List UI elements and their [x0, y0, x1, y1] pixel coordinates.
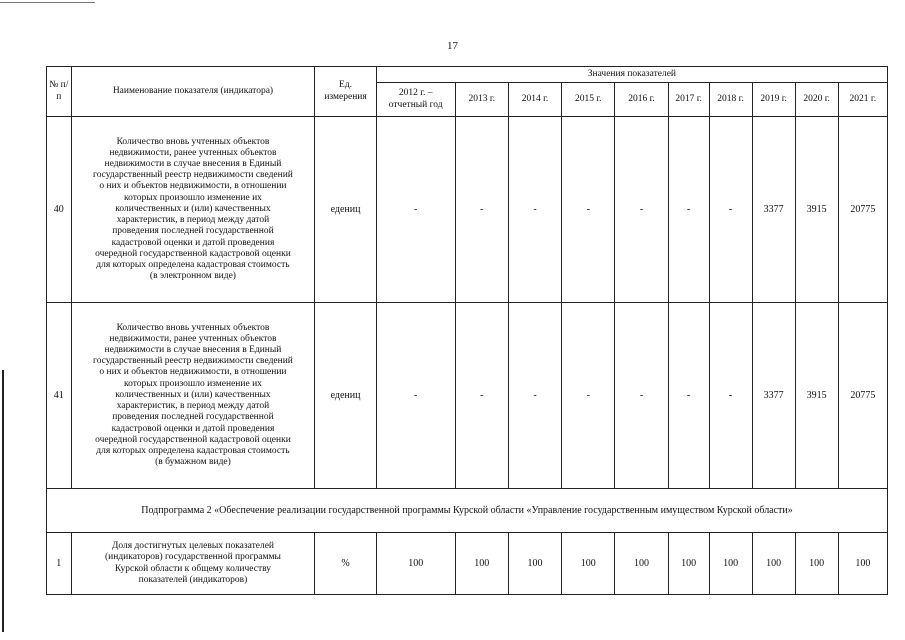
- value-cell: -: [376, 303, 455, 489]
- header-num: № п/п: [47, 67, 72, 117]
- header-year: 2018 г.: [709, 83, 752, 117]
- indicator-name-line: (индикаторов) государственной программы: [104, 552, 281, 563]
- row-number: 41: [47, 303, 72, 489]
- indicator-name-line: Курской области к общему количеству: [114, 563, 272, 574]
- value-cell: 100: [508, 533, 561, 595]
- table-row: [47, 117, 888, 303]
- value-cell: 100: [709, 533, 752, 595]
- value-cell: 100: [795, 533, 838, 595]
- indicator-name-line: о них и объектов недвижимости, в отношении: [99, 181, 287, 192]
- indicator-name-line: количественных и (или) качественных: [115, 203, 271, 214]
- indicator-name-line: Количество вновь учтенных объектов: [116, 136, 270, 147]
- unit-cell: едениц: [315, 117, 376, 303]
- indicator-name-line: кадастровой оценки и датой проведения: [111, 423, 275, 434]
- indicator-name-line: проведения последней государственной: [112, 412, 274, 423]
- value-cell: 100: [668, 533, 709, 595]
- value-cell: 100: [455, 533, 508, 595]
- value-cell: 3915: [795, 117, 838, 303]
- indicator-name-line: проведения последней государственной: [112, 226, 274, 237]
- value-cell: -: [709, 117, 752, 303]
- header-year: 2020 г.: [795, 83, 838, 117]
- header-year: 2012 г. – отчетный год: [376, 83, 455, 117]
- indicator-name-line: недвижимости, ранее учтенных объектов: [109, 147, 277, 158]
- indicator-name-line: для которых определена кадастровая стоимость: [96, 445, 290, 456]
- value-cell: 100: [615, 533, 668, 595]
- header-name: Наименование показателя (индикатора): [71, 67, 315, 117]
- indicator-name: [71, 533, 315, 595]
- value-cell: -: [508, 303, 561, 489]
- indicator-name-line: количественных и (или) качественных: [115, 389, 271, 400]
- indicator-name-line: кадастровой оценки и датой проведения: [111, 237, 275, 248]
- unit-cell: %: [315, 533, 376, 595]
- indicator-name-line: показателей (индикаторов): [138, 574, 248, 585]
- value-cell: 3377: [752, 303, 795, 489]
- value-cell: -: [455, 303, 508, 489]
- value-cell: -: [668, 303, 709, 489]
- subprogram-title: Подпрограмма 2 «Обеспечение реализации государственной программы Курской области «Управление государственным имуществом Курской области»: [47, 489, 888, 533]
- value-cell: -: [508, 117, 561, 303]
- indicator-name-line: характеристик, в период между датой: [116, 401, 270, 412]
- indicator-name-line: недвижимости в случае внесения в Единый: [104, 159, 282, 170]
- value-cell: 20775: [838, 303, 887, 489]
- indicator-name-line: которых произошло изменение их: [123, 378, 262, 389]
- scan-artifact-top: [0, 2, 95, 3]
- value-cell: -: [455, 117, 508, 303]
- value-cell: -: [376, 117, 455, 303]
- indicator-name-line: о них и объектов недвижимости, в отношении: [99, 367, 287, 378]
- indicator-name: [71, 303, 315, 489]
- header-unit: Ед. измерения: [315, 67, 376, 117]
- indicator-name-line: (в бумажном виде): [155, 457, 231, 468]
- row-number: 1: [47, 533, 72, 595]
- unit-cell: едениц: [315, 303, 376, 489]
- header-year: 2016 г.: [615, 83, 668, 117]
- value-cell: -: [709, 303, 752, 489]
- indicator-name-line: которых произошло изменение их: [123, 192, 262, 203]
- indicator-name-line: (в электронном виде): [149, 271, 236, 282]
- header-row-1: [47, 67, 888, 83]
- scan-artifact-left: [2, 370, 4, 632]
- value-cell: 100: [838, 533, 887, 595]
- header-values: Значения показателей: [376, 67, 887, 83]
- indicators-table: [46, 66, 888, 595]
- value-cell: 100: [376, 533, 455, 595]
- indicator-name-line: недвижимости в случае внесения в Единый: [104, 345, 282, 356]
- page-number: 17: [447, 40, 458, 52]
- indicator-name-line: очередной государственной кадастровой оценки: [95, 434, 291, 445]
- header-year: 2019 г.: [752, 83, 795, 117]
- value-cell: 100: [562, 533, 615, 595]
- indicator-name-line: Доля достигнутых целевых показателей: [111, 541, 275, 552]
- subprogram-row: [47, 489, 888, 533]
- header-year: 2017 г.: [668, 83, 709, 117]
- value-cell: -: [668, 117, 709, 303]
- indicator-name-line: для которых определена кадастровая стоимость: [96, 259, 290, 270]
- indicator-name-line: характеристик, в период между датой: [116, 215, 270, 226]
- indicator-name-line: государственный реестр недвижимости сведений: [93, 170, 293, 181]
- indicator-name-line: Количество вновь учтенных объектов: [116, 322, 270, 333]
- header-year: 2013 г.: [455, 83, 508, 117]
- table-row: [47, 533, 888, 595]
- header-year: 2014 г.: [508, 83, 561, 117]
- value-cell: 3915: [795, 303, 838, 489]
- table-row: [47, 303, 888, 489]
- header-year: 2015 г.: [562, 83, 615, 117]
- value-cell: 3377: [752, 117, 795, 303]
- value-cell: -: [615, 303, 668, 489]
- value-cell: 20775: [838, 117, 887, 303]
- row-number: 40: [47, 117, 72, 303]
- value-cell: -: [615, 117, 668, 303]
- value-cell: -: [562, 303, 615, 489]
- indicator-name-line: недвижимости, ранее учтенных объектов: [109, 333, 277, 344]
- indicator-name-line: государственный реестр недвижимости сведений: [93, 356, 293, 367]
- value-cell: -: [562, 117, 615, 303]
- indicator-name: [71, 117, 315, 303]
- value-cell: 100: [752, 533, 795, 595]
- header-year: 2021 г.: [838, 83, 887, 117]
- indicator-name-line: очередной государственной кадастровой оценки: [95, 248, 291, 259]
